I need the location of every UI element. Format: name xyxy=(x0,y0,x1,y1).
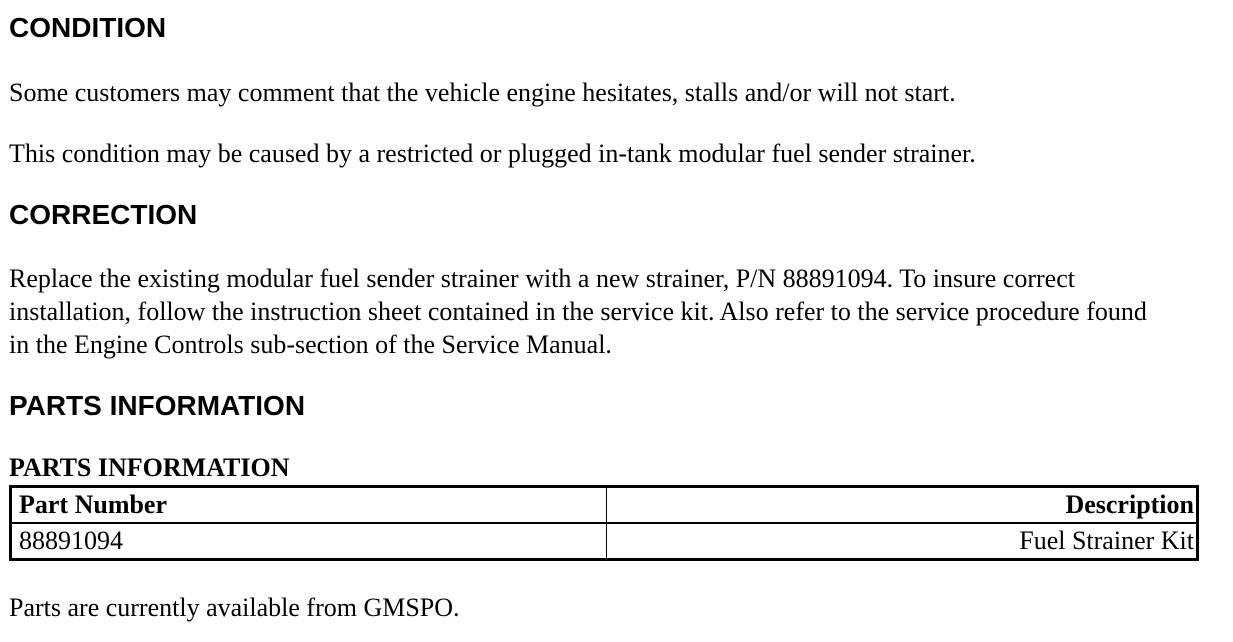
condition-paragraph-2: This condition may be caused by a restricted or plugged in-tank modular fuel sender strainer. xyxy=(9,139,976,168)
correction-line-2: installation, follow the instruction sheet contained in the service kit. Also refer to the service procedure found xyxy=(9,297,1147,326)
parts-information-heading: PARTS INFORMATION xyxy=(9,390,306,421)
column-header-part-number: Part Number xyxy=(11,487,607,524)
correction-line-1: Replace the existing modular fuel sender strainer with a new strainer, P/N 88891094. To insure correct xyxy=(9,264,1075,293)
condition-paragraph-1: Some customers may comment that the vehicle engine hesitates, stalls and/or will not start. xyxy=(9,78,956,107)
condition-heading: CONDITION xyxy=(9,12,167,43)
correction-heading: CORRECTION xyxy=(9,199,198,230)
parts-availability-note: Parts are currently available from GMSPO. xyxy=(9,593,460,622)
parts-table-header-row xyxy=(11,487,1198,524)
column-header-description: Description xyxy=(607,487,1198,524)
part-number-cell: 88891094 xyxy=(11,523,607,560)
correction-line-3: in the Engine Controls sub-section of the Service Manual. xyxy=(9,330,612,359)
parts-table xyxy=(9,485,1199,561)
table-row xyxy=(11,523,1198,560)
description-cell: Fuel Strainer Kit xyxy=(607,523,1198,560)
parts-table-title: PARTS INFORMATION xyxy=(9,453,290,482)
